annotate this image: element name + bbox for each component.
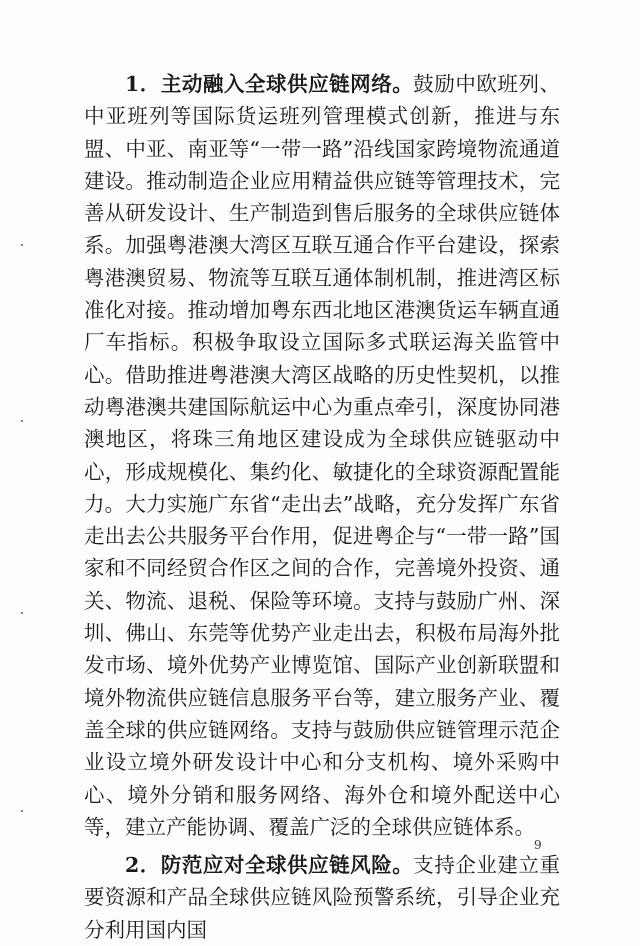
- margin-mark: [21, 810, 23, 812]
- margin-mark: [21, 612, 23, 614]
- body-text: [84, 68, 560, 946]
- paragraph-body: 鼓励中欧班列、中亚班列等国际货运班列管理模式创新，推进与东盟、中亚、南亚等“一带一路”沿线国家跨境物流通道建设。推动制造企业应用精益供应链等管理技术，完善从研发设计、生产制造到售后服务的全球供应链体系。加强粤港澳大湾区互联互通合作平台建设，探索粤港澳贸易、物流等互联互通体制机制，推进湾区标准化对接。推动增加粤东西北地区港澳货运车辆直通厂车指标。积极争取设立国际多式联运海关监管中心。借助推进粤港澳大湾区战略的历史性契机，以推动粤港澳共建国际航运中心为重点牵引，深度协同港澳地区，将珠三角地区建设成为全球供应链驱动中心，形成规模化、集约化、敏捷化的全球资源配置能力。大力实施广东省“走出去”战略，充分发挥广东省走出去公共服务平台作用，促进粤企与“一带一路”国家和不同经贸合作区之间的合作，完善境外投资、通关、物流、退税、保险等环境。支持与鼓励广州、深圳、佛山、东莞等优势产业走出去，积极布局海外批发市场、境外优势产业博览馆、国际产业创新联盟和境外物流供应链信息服务平台等，建立服务产业、覆盖全球的供应链网络。支持与鼓励供应链管理示范企业设立境外研发设计中心和分支机构、境外采购中心、境外分销和服务网络、海外仓和境外配送中心等，建立产能协调、覆盖广泛的全球供应链体系。: [84, 72, 561, 839]
- paragraph-1: [84, 68, 560, 843]
- paragraph-2: [84, 849, 560, 946]
- margin-mark: [21, 244, 23, 246]
- paragraph-body: 支持企业建立重要资源和产品全球供应链风险预警系统，引导企业充分利用国内国: [84, 853, 561, 942]
- page-number: 9: [534, 838, 542, 852]
- margin-mark: [21, 420, 23, 422]
- paragraph-heading: 2．防范应对全球供应链风险。: [125, 853, 414, 878]
- paragraph-heading: 1．主动融入全球供应链网络。: [125, 72, 414, 96]
